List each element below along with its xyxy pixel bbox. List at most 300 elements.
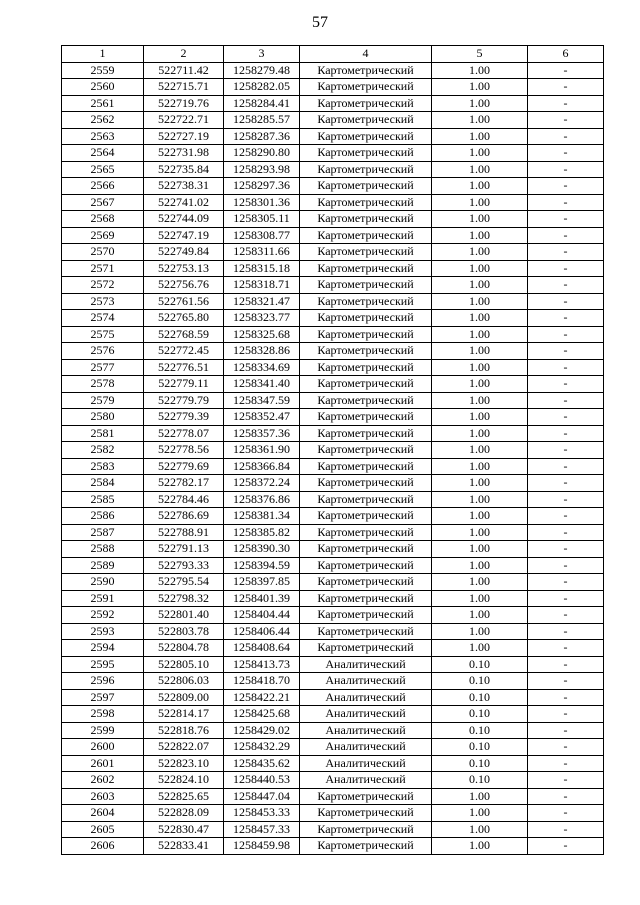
accuracy-cell: 1.00	[432, 145, 528, 162]
note-cell: -	[528, 475, 604, 492]
y-coordinate-cell: 1258284.41	[224, 95, 300, 112]
point-number-cell: 2583	[62, 458, 144, 475]
method-cell: Картометрический	[300, 475, 432, 492]
point-number-cell: 2571	[62, 260, 144, 277]
y-coordinate-cell: 1258413.73	[224, 656, 300, 673]
point-number-cell: 2584	[62, 475, 144, 492]
point-number-cell: 2597	[62, 689, 144, 706]
column-header-6: 6	[528, 46, 604, 63]
note-cell: -	[528, 227, 604, 244]
y-coordinate-cell: 1258341.40	[224, 376, 300, 393]
y-coordinate-cell: 1258305.11	[224, 211, 300, 228]
table-row	[62, 442, 604, 459]
table-row	[62, 112, 604, 129]
accuracy-cell: 1.00	[432, 475, 528, 492]
point-number-cell: 2575	[62, 326, 144, 343]
y-coordinate-cell: 1258366.84	[224, 458, 300, 475]
method-cell: Аналитический	[300, 706, 432, 723]
point-number-cell: 2561	[62, 95, 144, 112]
note-cell: -	[528, 821, 604, 838]
x-coordinate-cell: 522779.79	[144, 392, 224, 409]
y-coordinate-cell: 1258325.68	[224, 326, 300, 343]
x-coordinate-cell: 522805.10	[144, 656, 224, 673]
accuracy-cell: 1.00	[432, 161, 528, 178]
method-cell: Картометрический	[300, 376, 432, 393]
x-coordinate-cell: 522830.47	[144, 821, 224, 838]
table-row	[62, 128, 604, 145]
accuracy-cell: 1.00	[432, 590, 528, 607]
accuracy-cell: 0.10	[432, 772, 528, 789]
method-cell: Картометрический	[300, 623, 432, 640]
method-cell: Аналитический	[300, 673, 432, 690]
y-coordinate-cell: 1258459.98	[224, 838, 300, 855]
y-coordinate-cell: 1258334.69	[224, 359, 300, 376]
method-cell: Картометрический	[300, 508, 432, 525]
page-number: 57	[312, 14, 328, 31]
x-coordinate-cell: 522791.13	[144, 541, 224, 558]
method-cell: Картометрический	[300, 194, 432, 211]
note-cell: -	[528, 607, 604, 624]
method-cell: Картометрический	[300, 128, 432, 145]
y-coordinate-cell: 1258297.36	[224, 178, 300, 195]
y-coordinate-cell: 1258404.44	[224, 607, 300, 624]
table-row	[62, 458, 604, 475]
point-number-cell: 2572	[62, 277, 144, 294]
y-coordinate-cell: 1258290.80	[224, 145, 300, 162]
accuracy-cell: 1.00	[432, 79, 528, 96]
note-cell: -	[528, 739, 604, 756]
method-cell: Картометрический	[300, 541, 432, 558]
y-coordinate-cell: 1258440.53	[224, 772, 300, 789]
x-coordinate-cell: 522784.46	[144, 491, 224, 508]
method-cell: Картометрический	[300, 244, 432, 261]
table-row	[62, 244, 604, 261]
table-row	[62, 376, 604, 393]
method-cell: Картометрический	[300, 178, 432, 195]
note-cell: -	[528, 244, 604, 261]
note-cell: -	[528, 805, 604, 822]
x-coordinate-cell: 522795.54	[144, 574, 224, 591]
point-number-cell: 2603	[62, 788, 144, 805]
accuracy-cell: 1.00	[432, 244, 528, 261]
method-cell: Картометрический	[300, 805, 432, 822]
y-coordinate-cell: 1258385.82	[224, 524, 300, 541]
table-row	[62, 706, 604, 723]
y-coordinate-cell: 1258308.77	[224, 227, 300, 244]
x-coordinate-cell: 522747.19	[144, 227, 224, 244]
table-row	[62, 640, 604, 657]
note-cell: -	[528, 458, 604, 475]
y-coordinate-cell: 1258361.90	[224, 442, 300, 459]
table-row	[62, 227, 604, 244]
point-number-cell: 2590	[62, 574, 144, 591]
table-row	[62, 194, 604, 211]
method-cell: Аналитический	[300, 722, 432, 739]
point-number-cell: 2595	[62, 656, 144, 673]
note-cell: -	[528, 326, 604, 343]
note-cell: -	[528, 359, 604, 376]
x-coordinate-cell: 522828.09	[144, 805, 224, 822]
x-coordinate-cell: 522788.91	[144, 524, 224, 541]
note-cell: -	[528, 211, 604, 228]
column-header-5: 5	[432, 46, 528, 63]
y-coordinate-cell: 1258285.57	[224, 112, 300, 129]
x-coordinate-cell: 522731.98	[144, 145, 224, 162]
x-coordinate-cell: 522768.59	[144, 326, 224, 343]
x-coordinate-cell: 522735.84	[144, 161, 224, 178]
column-header-2: 2	[144, 46, 224, 63]
method-cell: Картометрический	[300, 491, 432, 508]
note-cell: -	[528, 95, 604, 112]
x-coordinate-cell: 522756.76	[144, 277, 224, 294]
y-coordinate-cell: 1258315.18	[224, 260, 300, 277]
table-row	[62, 277, 604, 294]
note-cell: -	[528, 541, 604, 558]
method-cell: Картометрический	[300, 277, 432, 294]
y-coordinate-cell: 1258401.39	[224, 590, 300, 607]
point-number-cell: 2574	[62, 310, 144, 327]
note-cell: -	[528, 722, 604, 739]
y-coordinate-cell: 1258318.71	[224, 277, 300, 294]
table-row	[62, 673, 604, 690]
method-cell: Картометрический	[300, 574, 432, 591]
table-row	[62, 95, 604, 112]
note-cell: -	[528, 128, 604, 145]
accuracy-cell: 1.00	[432, 508, 528, 525]
x-coordinate-cell: 522814.17	[144, 706, 224, 723]
table-row	[62, 805, 604, 822]
x-coordinate-cell: 522823.10	[144, 755, 224, 772]
table-row	[62, 310, 604, 327]
y-coordinate-cell: 1258357.36	[224, 425, 300, 442]
y-coordinate-cell: 1258432.29	[224, 739, 300, 756]
accuracy-cell: 1.00	[432, 260, 528, 277]
accuracy-cell: 0.10	[432, 755, 528, 772]
y-coordinate-cell: 1258408.64	[224, 640, 300, 657]
table-row	[62, 607, 604, 624]
table-row	[62, 590, 604, 607]
x-coordinate-cell: 522822.07	[144, 739, 224, 756]
y-coordinate-cell: 1258394.59	[224, 557, 300, 574]
y-coordinate-cell: 1258453.33	[224, 805, 300, 822]
accuracy-cell: 1.00	[432, 277, 528, 294]
note-cell: -	[528, 838, 604, 855]
y-coordinate-cell: 1258293.98	[224, 161, 300, 178]
point-number-cell: 2568	[62, 211, 144, 228]
accuracy-cell: 1.00	[432, 557, 528, 574]
y-coordinate-cell: 1258406.44	[224, 623, 300, 640]
note-cell: -	[528, 409, 604, 426]
method-cell: Картометрический	[300, 821, 432, 838]
table-row	[62, 79, 604, 96]
point-number-cell: 2566	[62, 178, 144, 195]
point-number-cell: 2560	[62, 79, 144, 96]
x-coordinate-cell: 522833.41	[144, 838, 224, 855]
x-coordinate-cell: 522779.39	[144, 409, 224, 426]
note-cell: -	[528, 277, 604, 294]
point-number-cell: 2567	[62, 194, 144, 211]
y-coordinate-cell: 1258347.59	[224, 392, 300, 409]
x-coordinate-cell: 522803.78	[144, 623, 224, 640]
table-row	[62, 623, 604, 640]
accuracy-cell: 1.00	[432, 326, 528, 343]
point-number-cell: 2579	[62, 392, 144, 409]
method-cell: Картометрический	[300, 788, 432, 805]
method-cell: Картометрический	[300, 838, 432, 855]
table-row	[62, 508, 604, 525]
y-coordinate-cell: 1258381.34	[224, 508, 300, 525]
note-cell: -	[528, 590, 604, 607]
table-row	[62, 557, 604, 574]
note-cell: -	[528, 788, 604, 805]
accuracy-cell: 1.00	[432, 425, 528, 442]
x-coordinate-cell: 522744.09	[144, 211, 224, 228]
method-cell: Картометрический	[300, 458, 432, 475]
point-number-cell: 2564	[62, 145, 144, 162]
method-cell: Картометрический	[300, 112, 432, 129]
table-row	[62, 359, 604, 376]
method-cell: Картометрический	[300, 326, 432, 343]
method-cell: Картометрический	[300, 607, 432, 624]
accuracy-cell: 1.00	[432, 458, 528, 475]
x-coordinate-cell: 522772.45	[144, 343, 224, 360]
table-row	[62, 739, 604, 756]
y-coordinate-cell: 1258390.30	[224, 541, 300, 558]
accuracy-cell: 1.00	[432, 343, 528, 360]
accuracy-cell: 1.00	[432, 442, 528, 459]
note-cell: -	[528, 673, 604, 690]
point-number-cell: 2586	[62, 508, 144, 525]
note-cell: -	[528, 689, 604, 706]
accuracy-cell: 1.00	[432, 409, 528, 426]
y-coordinate-cell: 1258279.48	[224, 62, 300, 79]
note-cell: -	[528, 260, 604, 277]
note-cell: -	[528, 178, 604, 195]
table-row	[62, 788, 604, 805]
x-coordinate-cell: 522761.56	[144, 293, 224, 310]
note-cell: -	[528, 310, 604, 327]
note-cell: -	[528, 491, 604, 508]
x-coordinate-cell: 522719.76	[144, 95, 224, 112]
note-cell: -	[528, 557, 604, 574]
table-row	[62, 425, 604, 442]
point-number-cell: 2599	[62, 722, 144, 739]
method-cell: Картометрический	[300, 524, 432, 541]
method-cell: Картометрический	[300, 211, 432, 228]
y-coordinate-cell: 1258397.85	[224, 574, 300, 591]
point-number-cell: 2581	[62, 425, 144, 442]
point-number-cell: 2565	[62, 161, 144, 178]
table-row	[62, 491, 604, 508]
point-number-cell: 2582	[62, 442, 144, 459]
accuracy-cell: 1.00	[432, 574, 528, 591]
accuracy-cell: 1.00	[432, 310, 528, 327]
note-cell: -	[528, 79, 604, 96]
accuracy-cell: 1.00	[432, 194, 528, 211]
x-coordinate-cell: 522804.78	[144, 640, 224, 657]
table-row	[62, 821, 604, 838]
method-cell: Картометрический	[300, 392, 432, 409]
accuracy-cell: 1.00	[432, 607, 528, 624]
x-coordinate-cell: 522727.19	[144, 128, 224, 145]
table-row	[62, 541, 604, 558]
method-cell: Картометрический	[300, 442, 432, 459]
note-cell: -	[528, 194, 604, 211]
accuracy-cell: 0.10	[432, 656, 528, 673]
x-coordinate-cell: 522738.31	[144, 178, 224, 195]
y-coordinate-cell: 1258301.36	[224, 194, 300, 211]
table-header-row	[62, 46, 604, 63]
method-cell: Картометрический	[300, 640, 432, 657]
method-cell: Аналитический	[300, 689, 432, 706]
x-coordinate-cell: 522778.56	[144, 442, 224, 459]
point-number-cell: 2592	[62, 607, 144, 624]
x-coordinate-cell: 522809.00	[144, 689, 224, 706]
x-coordinate-cell: 522753.13	[144, 260, 224, 277]
x-coordinate-cell: 522825.65	[144, 788, 224, 805]
note-cell: -	[528, 524, 604, 541]
accuracy-cell: 1.00	[432, 112, 528, 129]
accuracy-cell: 1.00	[432, 211, 528, 228]
note-cell: -	[528, 145, 604, 162]
accuracy-cell: 1.00	[432, 805, 528, 822]
table-row	[62, 326, 604, 343]
y-coordinate-cell: 1258435.62	[224, 755, 300, 772]
method-cell: Картометрический	[300, 409, 432, 426]
method-cell: Картометрический	[300, 227, 432, 244]
y-coordinate-cell: 1258328.86	[224, 343, 300, 360]
method-cell: Картометрический	[300, 310, 432, 327]
accuracy-cell: 1.00	[432, 623, 528, 640]
y-coordinate-cell: 1258418.70	[224, 673, 300, 690]
table-row	[62, 524, 604, 541]
accuracy-cell: 0.10	[432, 706, 528, 723]
note-cell: -	[528, 392, 604, 409]
table-row	[62, 475, 604, 492]
table-row	[62, 62, 604, 79]
accuracy-cell: 1.00	[432, 128, 528, 145]
table-row	[62, 178, 604, 195]
coordinates-table	[61, 45, 604, 855]
point-number-cell: 2580	[62, 409, 144, 426]
point-number-cell: 2577	[62, 359, 144, 376]
x-coordinate-cell: 522782.17	[144, 475, 224, 492]
point-number-cell: 2562	[62, 112, 144, 129]
method-cell: Картометрический	[300, 161, 432, 178]
accuracy-cell: 1.00	[432, 541, 528, 558]
x-coordinate-cell: 522798.32	[144, 590, 224, 607]
y-coordinate-cell: 1258287.36	[224, 128, 300, 145]
point-number-cell: 2598	[62, 706, 144, 723]
note-cell: -	[528, 508, 604, 525]
accuracy-cell: 1.00	[432, 524, 528, 541]
note-cell: -	[528, 640, 604, 657]
x-coordinate-cell: 522749.84	[144, 244, 224, 261]
accuracy-cell: 0.10	[432, 739, 528, 756]
point-number-cell: 2596	[62, 673, 144, 690]
note-cell: -	[528, 425, 604, 442]
note-cell: -	[528, 656, 604, 673]
accuracy-cell: 1.00	[432, 640, 528, 657]
y-coordinate-cell: 1258311.66	[224, 244, 300, 261]
y-coordinate-cell: 1258321.47	[224, 293, 300, 310]
point-number-cell: 2587	[62, 524, 144, 541]
accuracy-cell: 1.00	[432, 178, 528, 195]
accuracy-cell: 1.00	[432, 788, 528, 805]
note-cell: -	[528, 343, 604, 360]
note-cell: -	[528, 161, 604, 178]
point-number-cell: 2591	[62, 590, 144, 607]
method-cell: Картометрический	[300, 95, 432, 112]
note-cell: -	[528, 442, 604, 459]
point-number-cell: 2576	[62, 343, 144, 360]
table-row	[62, 145, 604, 162]
x-coordinate-cell: 522801.40	[144, 607, 224, 624]
point-number-cell: 2573	[62, 293, 144, 310]
method-cell: Картометрический	[300, 557, 432, 574]
accuracy-cell: 0.10	[432, 689, 528, 706]
x-coordinate-cell: 522722.71	[144, 112, 224, 129]
column-header-4: 4	[300, 46, 432, 63]
note-cell: -	[528, 755, 604, 772]
accuracy-cell: 1.00	[432, 62, 528, 79]
x-coordinate-cell: 522779.11	[144, 376, 224, 393]
y-coordinate-cell: 1258282.05	[224, 79, 300, 96]
method-cell: Картометрический	[300, 590, 432, 607]
point-number-cell: 2604	[62, 805, 144, 822]
accuracy-cell: 1.00	[432, 491, 528, 508]
point-number-cell: 2605	[62, 821, 144, 838]
method-cell: Аналитический	[300, 772, 432, 789]
point-number-cell: 2559	[62, 62, 144, 79]
accuracy-cell: 1.00	[432, 376, 528, 393]
y-coordinate-cell: 1258352.47	[224, 409, 300, 426]
point-number-cell: 2594	[62, 640, 144, 657]
method-cell: Картометрический	[300, 293, 432, 310]
note-cell: -	[528, 376, 604, 393]
x-coordinate-cell: 522778.07	[144, 425, 224, 442]
point-number-cell: 2570	[62, 244, 144, 261]
method-cell: Аналитический	[300, 739, 432, 756]
accuracy-cell: 1.00	[432, 359, 528, 376]
x-coordinate-cell: 522806.03	[144, 673, 224, 690]
accuracy-cell: 1.00	[432, 821, 528, 838]
y-coordinate-cell: 1258323.77	[224, 310, 300, 327]
method-cell: Картометрический	[300, 79, 432, 96]
y-coordinate-cell: 1258376.86	[224, 491, 300, 508]
point-number-cell: 2589	[62, 557, 144, 574]
accuracy-cell: 1.00	[432, 227, 528, 244]
note-cell: -	[528, 293, 604, 310]
table-row	[62, 772, 604, 789]
x-coordinate-cell: 522786.69	[144, 508, 224, 525]
method-cell: Аналитический	[300, 755, 432, 772]
table-body	[62, 62, 604, 854]
table-row	[62, 392, 604, 409]
point-number-cell: 2606	[62, 838, 144, 855]
y-coordinate-cell: 1258447.04	[224, 788, 300, 805]
column-header-3: 3	[224, 46, 300, 63]
note-cell: -	[528, 623, 604, 640]
method-cell: Картометрический	[300, 425, 432, 442]
point-number-cell: 2600	[62, 739, 144, 756]
accuracy-cell: 0.10	[432, 722, 528, 739]
point-number-cell: 2588	[62, 541, 144, 558]
x-coordinate-cell: 522824.10	[144, 772, 224, 789]
accuracy-cell: 1.00	[432, 293, 528, 310]
point-number-cell: 2563	[62, 128, 144, 145]
note-cell: -	[528, 574, 604, 591]
